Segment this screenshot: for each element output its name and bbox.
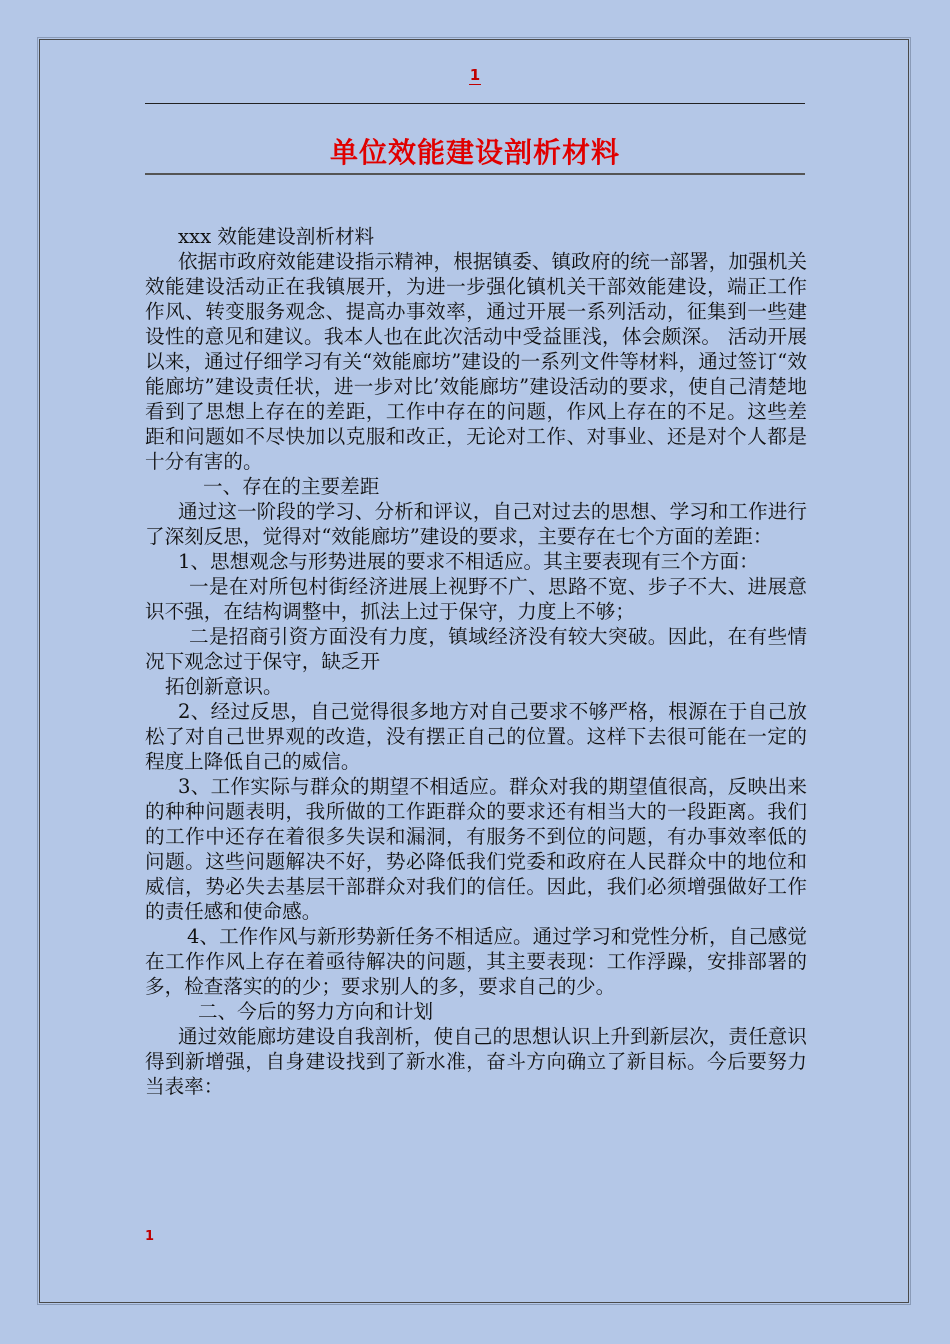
title-rule (145, 173, 805, 175)
section-heading-2: 二、今后的努力方向和计划 (198, 1000, 434, 1023)
point-4-paragraph: 4、工作作风与新形势新任务不相适应。通过学习和党性分析，自己感觉在工作作风上存在着亟待解决的问题，其主要表现：工作浮躁，安排部署的多，检查落实的的少；要求别人的多，要求自己的少。 (145, 925, 807, 998)
section-1-intro: 通过这一阶段的学习、分析和评议，自己对过去的思想、学习和工作进行了深刻反思，觉得对“效能廊坊”建设的要求，主要存在七个方面的差距： (145, 500, 807, 548)
subtitle-paragraph: xxx 效能建设剖析材料 (178, 225, 375, 248)
document-body (145, 224, 807, 1099)
point-1-paragraph: 1、思想观念与形势进展的要求不相适应。其主要表现有三个方面： (178, 550, 759, 573)
header-rule (145, 103, 805, 104)
point-3-paragraph: 3、工作实际与群众的期望不相适应。群众对我的期望值很高，反映出来的种种问题表明，我所做的工作距群众的要求还有相当大的一段距离。我们的工作中还存在着很多失误和漏洞，有服务不到位的问题，有办事效率低的问题。这些问题解决不好，势必降低我们党委和政府在人民群众中的地位和威信，势必失去基层干部群众对我们的信任。因此，我们必须增强做好工作的责任感和使命感。 (145, 775, 807, 923)
point-1b-paragraph: 二是招商引资方面没有力度，镇域经济没有较大突破。因此，在有些情况下观念过于保守，缺乏开 (145, 625, 807, 673)
intro-paragraph: 依据市政府效能建设指示精神，根据镇委、镇政府的统一部署，加强机关效能建设活动正在我镇展开，为进一步强化镇机关干部效能建设，端正工作作风、转变服务观念、提高办事效率，通过开展一系列活动，征集到一些建设性的意见和建议。我本人也在此次活动中受益匪浅，体会颇深。 活动开展以来，通过仔细学习有关“效能廊坊”建设的一系列文件等材料，通过签订“效能廊坊”建设责任状，进一步对比’效能廊坊”建设活动的要求，使自己清楚地看到了思想上存在的差距，工作中存在的问题，作风上存在的不足。这些差距和问题如不尽快加以克服和改正，无论对工作、对事业、还是对个人都是十分有害的。 (145, 250, 807, 473)
point-1b-continuation: 拓创新意识。 (165, 675, 283, 698)
footer-page-number: 1 (145, 1229, 155, 1244)
section-heading-1: 一、存在的主要差距 (203, 475, 380, 498)
point-1a-paragraph: 一是在对所包村街经济进展上视野不广、思路不宽、步子不大、进展意识不强，在结构调整中，抓法上过于保守，力度上不够； (145, 575, 807, 623)
header-page-number: 1 (469, 66, 481, 84)
document-title: 单位效能建设剖析材料 (329, 136, 620, 169)
section-2-intro: 通过效能廊坊建设自我剖析，使自己的思想认识上升到新层次，责任意识得到新增强，自身建设找到了新水准，奋斗方向确立了新目标。今后要努力当表率： (145, 1025, 807, 1098)
point-2-paragraph: 2、经过反思，自己觉得很多地方对自己要求不够严格，根源在于自己放松了对自己世界观的改造，没有摆正自己的位置。这样下去很可能在一定的程度上降低自己的威信。 (145, 700, 807, 773)
